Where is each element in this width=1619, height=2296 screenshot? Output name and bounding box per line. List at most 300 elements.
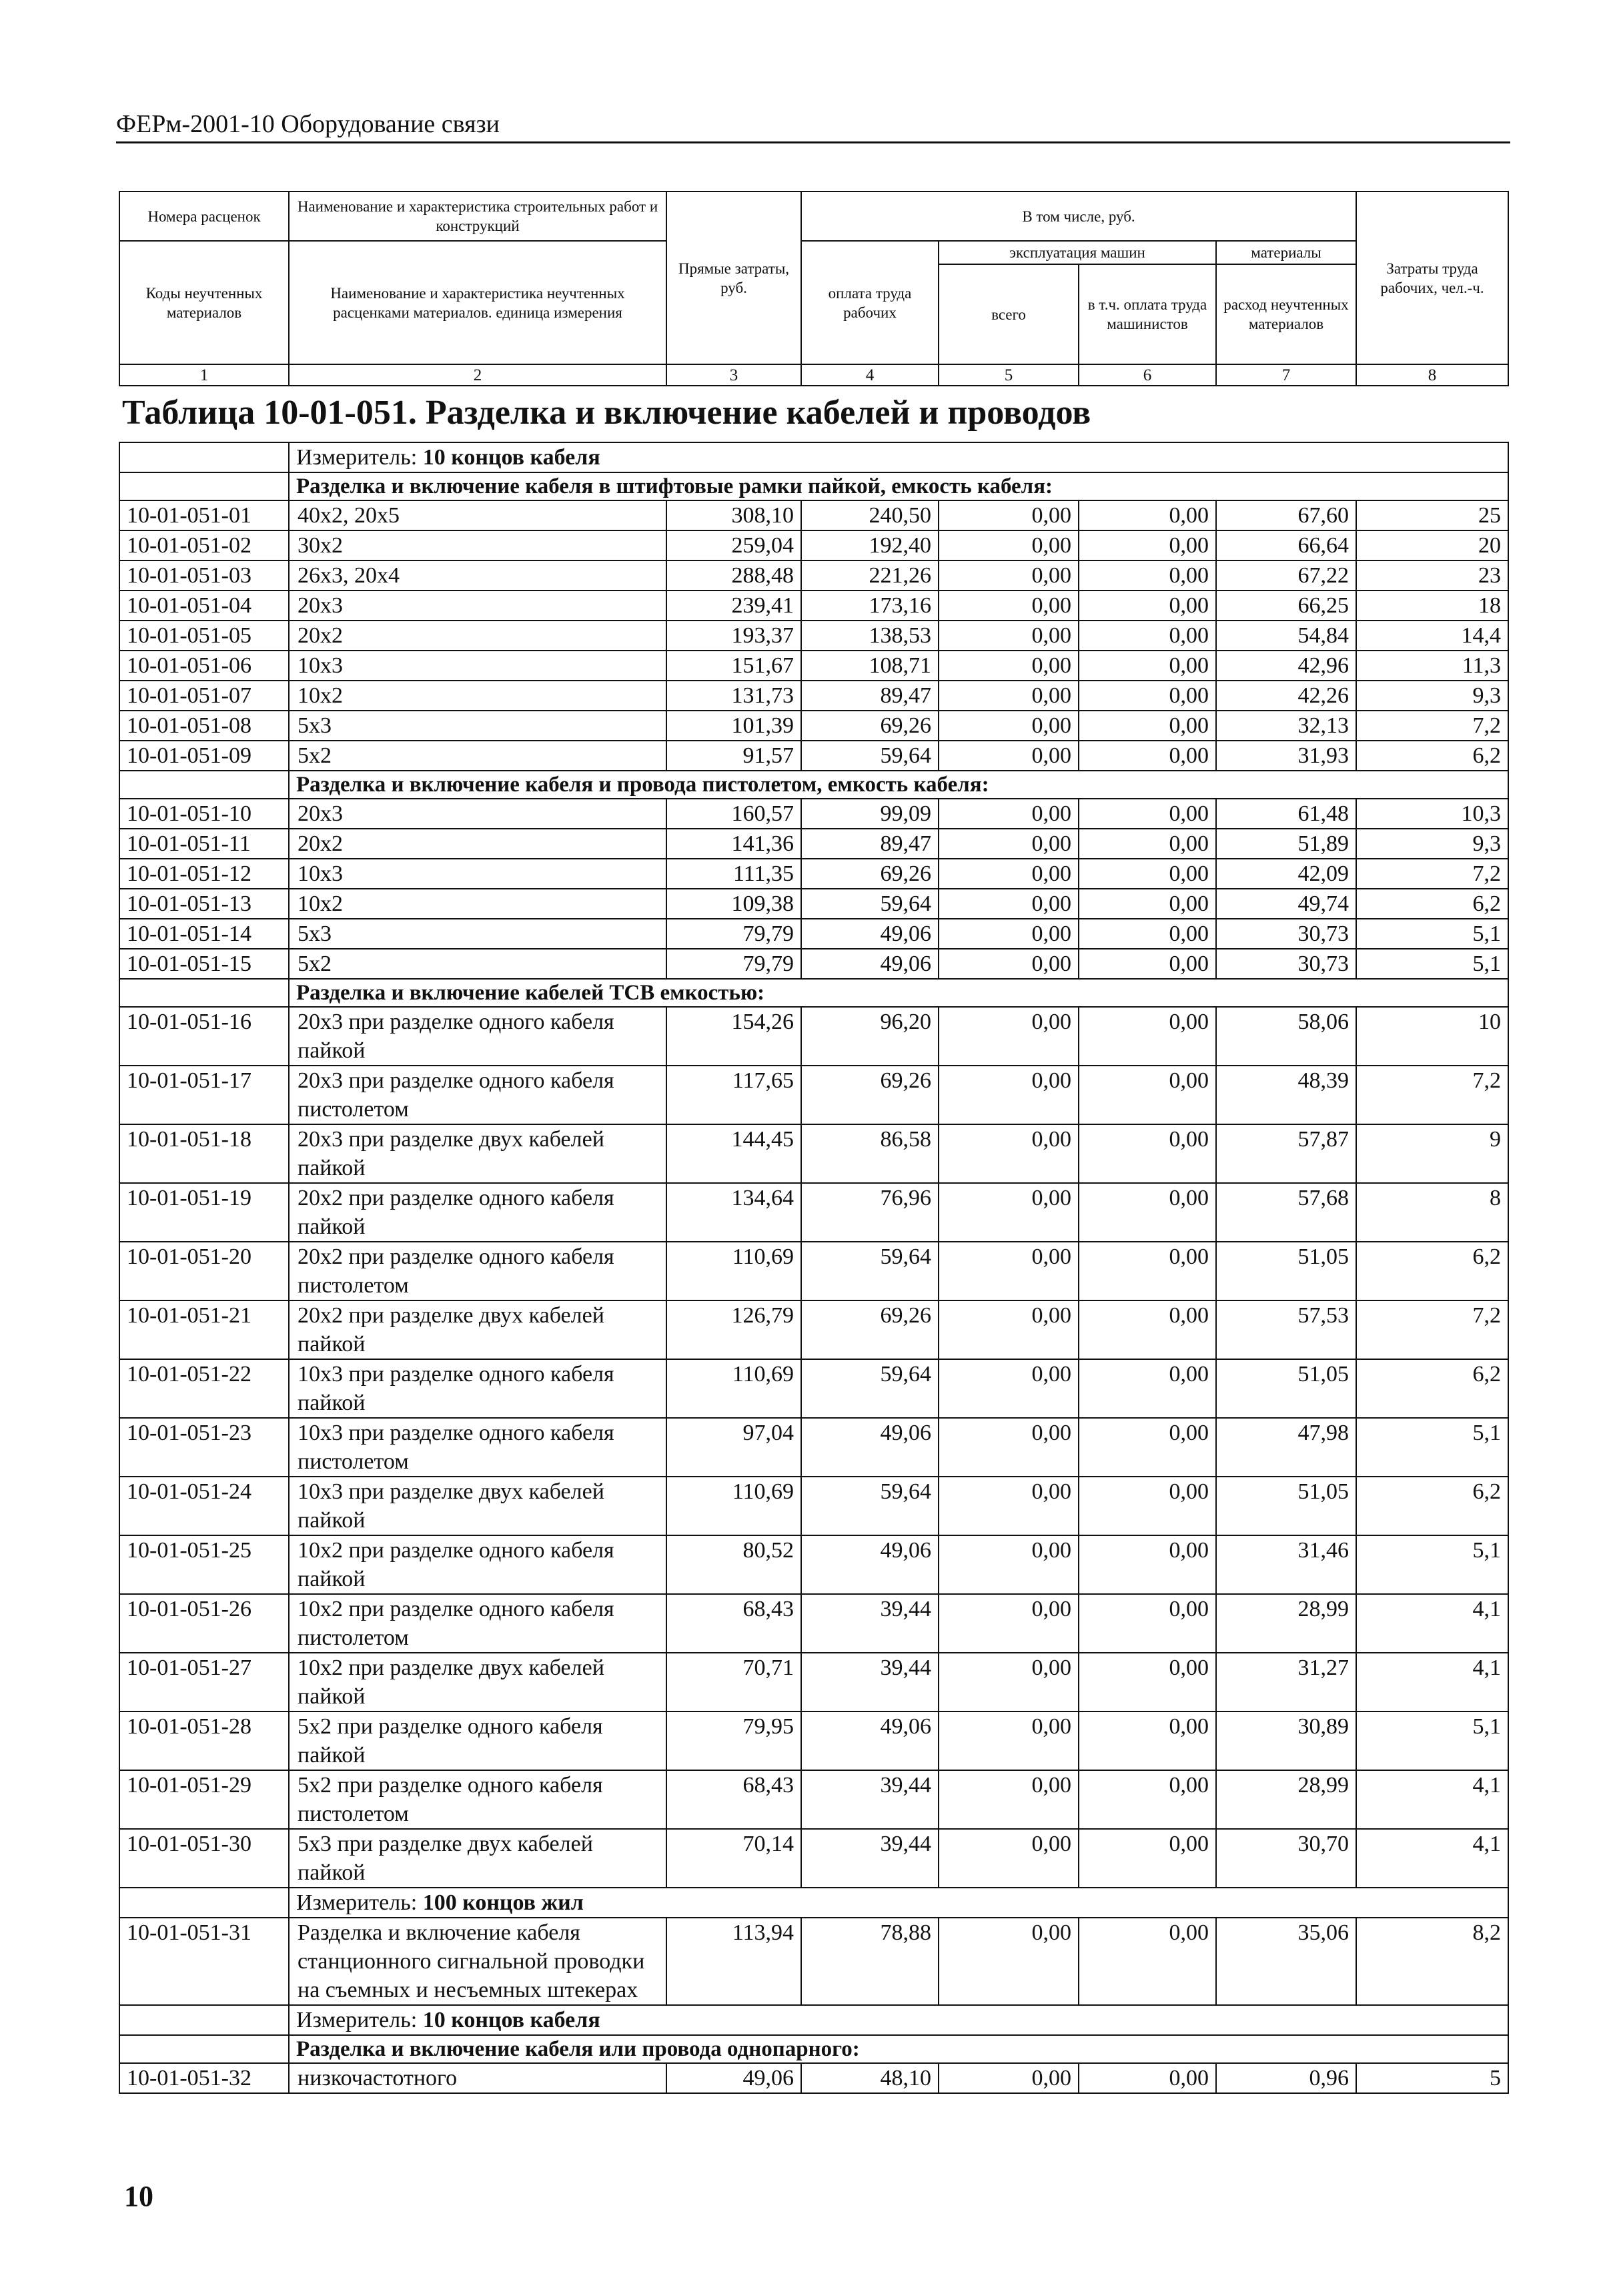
table-row (119, 1183, 1508, 1242)
table-row (119, 1066, 1508, 1124)
value-v3: 110,69 (666, 1359, 801, 1418)
table-row (119, 1124, 1508, 1183)
rate-code: 10-01-051-19 (119, 1183, 289, 1242)
work-name: 10х2 при разделке одного кабеля пайкой (289, 1535, 666, 1594)
page-header: ФЕРм-2001-10 Оборудование связи (116, 109, 1510, 143)
value-v4: 108,71 (801, 651, 939, 681)
table-row (119, 741, 1508, 771)
work-name: 5х2 (289, 741, 666, 771)
work-name: 10х2 при разделке двух кабелей пайкой (289, 1653, 666, 1711)
value-v8: 8 (1356, 1183, 1508, 1242)
value-v7: 57,87 (1216, 1124, 1356, 1183)
value-v5: 0,00 (939, 530, 1079, 560)
work-name: 30х2 (289, 530, 666, 560)
work-name: 10х3 (289, 651, 666, 681)
work-name: 10х3 при разделке одного кабеля пайкой (289, 1359, 666, 1418)
work-name: 5х3 (289, 711, 666, 741)
value-v5: 0,00 (939, 681, 1079, 711)
value-v5: 0,00 (939, 1594, 1079, 1653)
value-v3: 97,04 (666, 1418, 801, 1477)
value-v7: 42,96 (1216, 651, 1356, 681)
table-row (119, 1711, 1508, 1770)
value-v6: 0,00 (1079, 651, 1216, 681)
value-v6: 0,00 (1079, 1535, 1216, 1594)
value-v7: 54,84 (1216, 621, 1356, 651)
rate-code: 10-01-051-14 (119, 919, 289, 949)
rate-code: 10-01-051-13 (119, 889, 289, 919)
value-v8: 9,3 (1356, 829, 1508, 859)
section-row (119, 979, 1508, 1007)
work-name: 5х3 при разделке двух кабелей пайкой (289, 1829, 666, 1888)
rate-code: 10-01-051-21 (119, 1300, 289, 1359)
work-name: 10х3 при разделке одного кабеля пистолетом (289, 1418, 666, 1477)
value-v3: 79,95 (666, 1711, 801, 1770)
value-v4: 69,26 (801, 711, 939, 741)
col-number: 7 (1216, 364, 1356, 386)
value-v3: 110,69 (666, 1477, 801, 1535)
measure-value: 10 концов кабеля (422, 445, 600, 470)
col1-bottom: Коды неучтенных материалов (119, 241, 289, 364)
table-row (119, 500, 1508, 530)
value-v6: 0,00 (1079, 949, 1216, 979)
value-v4: 39,44 (801, 1829, 939, 1888)
value-v4: 96,20 (801, 1007, 939, 1066)
rate-code: 10-01-051-10 (119, 799, 289, 829)
section-row (119, 472, 1508, 500)
rate-code: 10-01-051-01 (119, 500, 289, 530)
materials-header: материалы (1216, 241, 1356, 264)
rate-code: 10-01-051-25 (119, 1535, 289, 1594)
value-v6: 0,00 (1079, 1594, 1216, 1653)
table-row (119, 1770, 1508, 1829)
value-v7: 66,64 (1216, 530, 1356, 560)
col2-top: Наименование и характеристика строительных работ и конструкций (289, 192, 666, 241)
value-v7: 31,27 (1216, 1653, 1356, 1711)
work-name: 40х2, 20х5 (289, 500, 666, 530)
table-title: Таблица 10-01-051. Разделка и включение кабелей и проводов (119, 368, 1508, 442)
value-v3: 79,79 (666, 919, 801, 949)
work-name: 20х3 (289, 799, 666, 829)
table-row (119, 799, 1508, 829)
page-number: 10 (124, 2180, 153, 2213)
value-v4: 240,50 (801, 500, 939, 530)
value-v6: 0,00 (1079, 1653, 1216, 1711)
value-v8: 5,1 (1356, 1711, 1508, 1770)
value-v7: 28,99 (1216, 1594, 1356, 1653)
col4-header: оплата труда рабочих (801, 241, 939, 364)
value-v7: 66,25 (1216, 591, 1356, 621)
value-v3: 110,69 (666, 1242, 801, 1300)
rate-code: 10-01-051-24 (119, 1477, 289, 1535)
value-v5: 0,00 (939, 1653, 1079, 1711)
work-name: 20х3 (289, 591, 666, 621)
value-v3: 113,94 (666, 1918, 801, 2005)
table-row (119, 1300, 1508, 1359)
measure-row (119, 1888, 1508, 1918)
work-name: 10х2 при разделке одного кабеля пистолетом (289, 1594, 666, 1653)
value-v3: 68,43 (666, 1594, 801, 1653)
value-v4: 59,64 (801, 1477, 939, 1535)
work-name: 10х3 при разделке двух кабелей пайкой (289, 1477, 666, 1535)
value-v3: 111,35 (666, 859, 801, 889)
value-v6: 0,00 (1079, 1829, 1216, 1888)
value-v4: 39,44 (801, 1770, 939, 1829)
measure-label (289, 1888, 1508, 1918)
value-v3: 151,67 (666, 651, 801, 681)
value-v3: 193,37 (666, 621, 801, 651)
value-v8: 6,2 (1356, 1477, 1508, 1535)
value-v3: 79,79 (666, 949, 801, 979)
value-v8: 7,2 (1356, 1300, 1508, 1359)
rate-code: 10-01-051-29 (119, 1770, 289, 1829)
measure-label (289, 442, 1508, 472)
rate-code: 10-01-051-28 (119, 1711, 289, 1770)
value-v8: 18 (1356, 591, 1508, 621)
value-v6: 0,00 (1079, 1007, 1216, 1066)
value-v6: 0,00 (1079, 1918, 1216, 2005)
value-v4: 89,47 (801, 681, 939, 711)
value-v4: 59,64 (801, 1359, 939, 1418)
table-row (119, 560, 1508, 591)
table-row (119, 1007, 1508, 1066)
rate-code: 10-01-051-05 (119, 621, 289, 651)
value-v4: 49,06 (801, 1535, 939, 1594)
value-v6: 0,00 (1079, 741, 1216, 771)
value-v4: 49,06 (801, 949, 939, 979)
value-v6: 0,00 (1079, 621, 1216, 651)
value-v6: 0,00 (1079, 1242, 1216, 1300)
table-row (119, 829, 1508, 859)
table-row (119, 1594, 1508, 1653)
value-v4: 59,64 (801, 1242, 939, 1300)
value-v6: 0,00 (1079, 711, 1216, 741)
value-v3: 91,57 (666, 741, 801, 771)
value-v7: 42,26 (1216, 681, 1356, 711)
value-v4: 86,58 (801, 1124, 939, 1183)
measure-label-text: Измеритель: (296, 1890, 418, 1915)
value-v7: 42,09 (1216, 859, 1356, 889)
measure-row (119, 442, 1508, 472)
table-row (119, 591, 1508, 621)
value-v8: 6,2 (1356, 889, 1508, 919)
blank-cell (119, 1888, 289, 1918)
value-v3: 80,52 (666, 1535, 801, 1594)
value-v3: 144,45 (666, 1124, 801, 1183)
col6-header: в т.ч. оплата труда машинистов (1079, 264, 1216, 364)
value-v5: 0,00 (939, 799, 1079, 829)
value-v7: 32,13 (1216, 711, 1356, 741)
value-v4: 138,53 (801, 621, 939, 651)
work-name: 5х2 при разделке одного кабеля пистолетом (289, 1770, 666, 1829)
value-v5: 0,00 (939, 2063, 1079, 2093)
value-v4: 173,16 (801, 591, 939, 621)
work-name: Разделка и включение кабеля станционного сигнальной проводки на съемных и несъемных штекерах (289, 1918, 666, 2005)
value-v6: 0,00 (1079, 1300, 1216, 1359)
value-v3: 117,65 (666, 1066, 801, 1124)
group-header: В том числе, руб. (801, 192, 1356, 241)
value-v4: 99,09 (801, 799, 939, 829)
blank-cell (119, 2035, 289, 2063)
rate-code: 10-01-051-15 (119, 949, 289, 979)
value-v4: 69,26 (801, 1300, 939, 1359)
value-v4: 39,44 (801, 1594, 939, 1653)
table-row (119, 889, 1508, 919)
rate-code: 10-01-051-23 (119, 1418, 289, 1477)
value-v7: 51,05 (1216, 1477, 1356, 1535)
value-v6: 0,00 (1079, 1066, 1216, 1124)
value-v4: 78,88 (801, 1918, 939, 2005)
value-v3: 239,41 (666, 591, 801, 621)
value-v8: 14,4 (1356, 621, 1508, 651)
value-v8: 7,2 (1356, 1066, 1508, 1124)
value-v8: 6,2 (1356, 1242, 1508, 1300)
value-v8: 5,1 (1356, 1535, 1508, 1594)
col-number: 4 (801, 364, 939, 386)
value-v6: 0,00 (1079, 1359, 1216, 1418)
rate-code: 10-01-051-07 (119, 681, 289, 711)
table-row (119, 711, 1508, 741)
work-name: 10х2 (289, 681, 666, 711)
value-v8: 4,1 (1356, 1594, 1508, 1653)
rate-code: 10-01-051-22 (119, 1359, 289, 1418)
value-v4: 48,10 (801, 2063, 939, 2093)
value-v5: 0,00 (939, 1066, 1079, 1124)
col7-header: расход неучтенных материалов (1216, 264, 1356, 364)
value-v7: 51,05 (1216, 1359, 1356, 1418)
value-v7: 30,89 (1216, 1711, 1356, 1770)
value-v8: 10,3 (1356, 799, 1508, 829)
work-name: 5х2 при разделке одного кабеля пайкой (289, 1711, 666, 1770)
value-v6: 0,00 (1079, 500, 1216, 530)
table-row (119, 1653, 1508, 1711)
table-row (119, 1359, 1508, 1418)
value-v7: 31,46 (1216, 1535, 1356, 1594)
value-v8: 5,1 (1356, 1418, 1508, 1477)
value-v7: 61,48 (1216, 799, 1356, 829)
rate-code: 10-01-051-11 (119, 829, 289, 859)
value-v5: 0,00 (939, 949, 1079, 979)
section-title: Разделка и включение кабеля и провода пистолетом, емкость кабеля: (289, 771, 1508, 799)
value-v8: 7,2 (1356, 859, 1508, 889)
value-v7: 28,99 (1216, 1770, 1356, 1829)
measure-label-text: Измеритель: (296, 2008, 418, 2032)
value-v6: 0,00 (1079, 1418, 1216, 1477)
value-v7: 30,73 (1216, 919, 1356, 949)
value-v6: 0,00 (1079, 919, 1216, 949)
value-v6: 0,00 (1079, 1124, 1216, 1183)
value-v8: 6,2 (1356, 1359, 1508, 1418)
value-v8: 4,1 (1356, 1829, 1508, 1888)
value-v3: 126,79 (666, 1300, 801, 1359)
table-row (119, 859, 1508, 889)
value-v7: 0,96 (1216, 2063, 1356, 2093)
table-title-row (119, 368, 1508, 442)
value-v5: 0,00 (939, 591, 1079, 621)
value-v5: 0,00 (939, 1124, 1079, 1183)
value-v5: 0,00 (939, 919, 1079, 949)
work-name: 20х2 при разделке одного кабеля пайкой (289, 1183, 666, 1242)
value-v6: 0,00 (1079, 560, 1216, 591)
value-v5: 0,00 (939, 1007, 1079, 1066)
value-v3: 70,71 (666, 1653, 801, 1711)
value-v8: 4,1 (1356, 1770, 1508, 1829)
section-title: Разделка и включение кабелей ТСВ емкостью: (289, 979, 1508, 1007)
rate-code: 10-01-051-03 (119, 560, 289, 591)
measure-row (119, 2005, 1508, 2035)
value-v7: 47,98 (1216, 1418, 1356, 1477)
value-v5: 0,00 (939, 1359, 1079, 1418)
value-v3: 109,38 (666, 889, 801, 919)
value-v4: 39,44 (801, 1653, 939, 1711)
value-v4: 89,47 (801, 829, 939, 859)
value-v8: 9,3 (1356, 681, 1508, 711)
value-v5: 0,00 (939, 741, 1079, 771)
value-v7: 35,06 (1216, 1918, 1356, 2005)
value-v5: 0,00 (939, 1711, 1079, 1770)
value-v3: 131,73 (666, 681, 801, 711)
col-number: 5 (939, 364, 1079, 386)
table-row (119, 1477, 1508, 1535)
value-v7: 57,53 (1216, 1300, 1356, 1359)
col8-header: Затраты труда рабочих, чел.-ч. (1356, 192, 1508, 364)
section-title: Разделка и включение кабеля в штифтовые рамки пайкой, емкость кабеля: (289, 472, 1508, 500)
rate-code: 10-01-051-17 (119, 1066, 289, 1124)
blank-cell (119, 2005, 289, 2035)
col-number: 6 (1079, 364, 1216, 386)
rates-table (119, 368, 1509, 2094)
value-v5: 0,00 (939, 621, 1079, 651)
value-v5: 0,00 (939, 500, 1079, 530)
blank-cell (119, 979, 289, 1007)
value-v8: 9 (1356, 1124, 1508, 1183)
value-v7: 49,74 (1216, 889, 1356, 919)
table-row (119, 530, 1508, 560)
value-v5: 0,00 (939, 859, 1079, 889)
work-name: низкочастотного (289, 2063, 666, 2093)
value-v8: 8,2 (1356, 1918, 1508, 2005)
value-v4: 69,26 (801, 1066, 939, 1124)
value-v7: 30,73 (1216, 949, 1356, 979)
value-v8: 23 (1356, 560, 1508, 591)
value-v6: 0,00 (1079, 1770, 1216, 1829)
table-row (119, 1829, 1508, 1888)
value-v6: 0,00 (1079, 1183, 1216, 1242)
value-v3: 68,43 (666, 1770, 801, 1829)
rate-code: 10-01-051-09 (119, 741, 289, 771)
work-name: 20х3 при разделке двух кабелей пайкой (289, 1124, 666, 1183)
work-name: 10х3 (289, 859, 666, 889)
section-title: Разделка и включение кабеля или провода однопарного: (289, 2035, 1508, 2063)
value-v5: 0,00 (939, 1183, 1079, 1242)
value-v7: 48,39 (1216, 1066, 1356, 1124)
table-row (119, 1918, 1508, 2005)
work-name: 20х2 (289, 621, 666, 651)
value-v6: 0,00 (1079, 889, 1216, 919)
value-v7: 51,89 (1216, 829, 1356, 859)
value-v5: 0,00 (939, 1535, 1079, 1594)
value-v5: 0,00 (939, 1242, 1079, 1300)
work-name: 20х2 при разделке двух кабелей пайкой (289, 1300, 666, 1359)
column-header-table (119, 191, 1509, 386)
rate-code: 10-01-051-31 (119, 1918, 289, 2005)
value-v8: 11,3 (1356, 651, 1508, 681)
measure-label (289, 2005, 1508, 2035)
value-v8: 7,2 (1356, 711, 1508, 741)
machines-header: эксплуатация машин (939, 241, 1216, 264)
value-v5: 0,00 (939, 1829, 1079, 1888)
value-v8: 5,1 (1356, 949, 1508, 979)
value-v7: 57,68 (1216, 1183, 1356, 1242)
value-v4: 59,64 (801, 741, 939, 771)
value-v4: 49,06 (801, 1418, 939, 1477)
value-v5: 0,00 (939, 1918, 1079, 2005)
rate-code: 10-01-051-04 (119, 591, 289, 621)
value-v5: 0,00 (939, 829, 1079, 859)
value-v5: 0,00 (939, 560, 1079, 591)
rate-code: 10-01-051-06 (119, 651, 289, 681)
measure-label-text: Измеритель: (296, 445, 418, 470)
work-name: 20х3 при разделке одного кабеля пайкой (289, 1007, 666, 1066)
col-number: 1 (119, 364, 289, 386)
value-v6: 0,00 (1079, 681, 1216, 711)
value-v3: 154,26 (666, 1007, 801, 1066)
value-v4: 49,06 (801, 919, 939, 949)
measure-value: 10 концов кабеля (422, 2008, 600, 2032)
work-name: 20х2 (289, 829, 666, 859)
rate-code: 10-01-051-02 (119, 530, 289, 560)
value-v5: 0,00 (939, 1300, 1079, 1359)
col-number: 3 (666, 364, 801, 386)
value-v8: 20 (1356, 530, 1508, 560)
value-v3: 49,06 (666, 2063, 801, 2093)
value-v5: 0,00 (939, 711, 1079, 741)
value-v7: 67,22 (1216, 560, 1356, 591)
value-v4: 76,96 (801, 1183, 939, 1242)
table-row (119, 1418, 1508, 1477)
value-v8: 10 (1356, 1007, 1508, 1066)
value-v3: 101,39 (666, 711, 801, 741)
value-v5: 0,00 (939, 1477, 1079, 1535)
work-name: 20х2 при разделке одного кабеля пистолетом (289, 1242, 666, 1300)
section-row (119, 2035, 1508, 2063)
value-v4: 221,26 (801, 560, 939, 591)
rate-code: 10-01-051-16 (119, 1007, 289, 1066)
rate-code: 10-01-051-27 (119, 1653, 289, 1711)
rate-code: 10-01-051-08 (119, 711, 289, 741)
value-v6: 0,00 (1079, 2063, 1216, 2093)
work-name: 5х3 (289, 919, 666, 949)
value-v3: 70,14 (666, 1829, 801, 1888)
value-v6: 0,00 (1079, 591, 1216, 621)
value-v5: 0,00 (939, 1770, 1079, 1829)
value-v6: 0,00 (1079, 829, 1216, 859)
value-v7: 51,05 (1216, 1242, 1356, 1300)
rate-code: 10-01-051-18 (119, 1124, 289, 1183)
table-row (119, 2063, 1508, 2093)
value-v7: 31,93 (1216, 741, 1356, 771)
table-row (119, 1242, 1508, 1300)
table-row (119, 651, 1508, 681)
rate-code: 10-01-051-12 (119, 859, 289, 889)
value-v3: 288,48 (666, 560, 801, 591)
col3-header: Прямые затраты, руб. (666, 192, 801, 364)
table-row (119, 621, 1508, 651)
value-v8: 6,2 (1356, 741, 1508, 771)
col-number: 2 (289, 364, 666, 386)
value-v4: 49,06 (801, 1711, 939, 1770)
table-row (119, 919, 1508, 949)
work-name: 10х2 (289, 889, 666, 919)
